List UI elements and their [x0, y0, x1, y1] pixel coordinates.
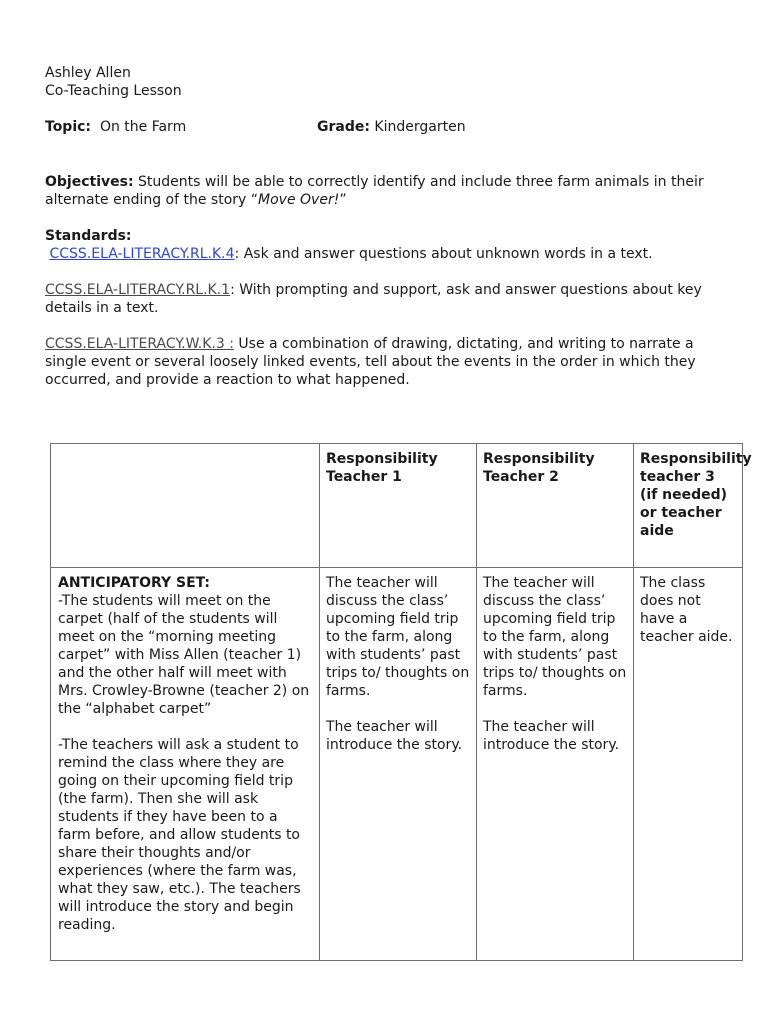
- standard-link-rl-k4[interactable]: CCSS.ELA-LITERACY.RL.K.4: [49, 246, 235, 262]
- objectives-paragraph: [45, 173, 735, 209]
- author-name: Ashley Allen: [45, 65, 131, 81]
- teacher-3-cell: [634, 568, 743, 961]
- standard-item: [45, 245, 735, 263]
- standards-label: Standards:: [45, 228, 132, 244]
- standard-item: [45, 281, 735, 317]
- grade-value: Kindergarten: [374, 119, 466, 135]
- table-header-row: [51, 444, 743, 568]
- objectives-close-quote: ”: [339, 192, 347, 208]
- cell-text: The teacher will discuss the class’ upcoming field trip to the farm, along with students’ past trips to/ thoughts on farms.: [483, 575, 627, 699]
- standard-link-w-k3[interactable]: CCSS.ELA-LITERACY.W.K.3 :: [45, 336, 234, 352]
- header-cell-teacher-1: Responsibility Teacher 1: [320, 444, 477, 568]
- header-cell-empty: [51, 444, 320, 568]
- header-cell-teacher-3: Responsibility teacher 3 (if needed) or teacher aide: [634, 444, 743, 568]
- cell-text: The class does not have a teacher aide.: [640, 575, 733, 645]
- cell-text: The teacher will discuss the class’ upcoming field trip to the farm, along with students’ past trips to/ thoughts on farms.: [326, 575, 470, 699]
- objectives-label: Objectives:: [45, 174, 134, 190]
- standard-text: : Ask and answer questions about unknown words in a text.: [234, 246, 653, 262]
- standard-item: [45, 335, 735, 389]
- table-row: [51, 568, 743, 961]
- cell-text: -The students will meet on the carpet (half of the students will meet on the “morning meeting carpet” with Miss Allen (teacher 1) and the other half will meet with Mrs. Crowley-Browne (teacher 2) on the “alphabet carpet”: [58, 593, 310, 717]
- story-title: Move Over!: [258, 192, 340, 208]
- lesson-type: Co-Teaching Lesson: [45, 83, 182, 99]
- cell-text: The teacher will introduce the story.: [326, 719, 463, 753]
- standard-text: : With prompting and support, ask and answer questions about key details in a text.: [45, 282, 702, 316]
- lesson-document: [45, 64, 735, 389]
- teacher-1-cell: [320, 568, 477, 961]
- standard-text: Use a combination of drawing, dictating, and writing to narrate a single event or several loosely linked events, tell about the events in the order in which they occurred, and provide a reaction to what happened.: [45, 336, 696, 388]
- objectives-text: Students will be able to correctly identify and include three farm animals in their alternate ending of the story “: [45, 174, 704, 208]
- cell-text: -The teachers will ask a student to remind the class where they are going on their upcoming field trip (the farm). Then she will ask students if they have been to a farm before, and allow students to share their thoughts and/or experiences (where the farm was, what they saw, etc.). The teachers will introduce the story and begin reading.: [58, 737, 301, 933]
- header-cell-teacher-2: Responsibility Teacher 2: [477, 444, 634, 568]
- standard-link-rl-k1[interactable]: CCSS.ELA-LITERACY.RL.K.1: [45, 282, 231, 298]
- grade-label: Grade:: [317, 119, 370, 135]
- cell-text: The teacher will introduce the story.: [483, 719, 620, 753]
- anticipatory-set-cell: [51, 568, 320, 961]
- topic-row: [45, 118, 735, 136]
- responsibility-table: [50, 443, 752, 961]
- topic-value: On the Farm: [99, 119, 187, 135]
- teacher-2-cell: [477, 568, 634, 961]
- topic-label: Topic:: [45, 119, 92, 135]
- section-title: ANTICIPATORY SET:: [58, 575, 211, 591]
- grade-field: [317, 118, 466, 136]
